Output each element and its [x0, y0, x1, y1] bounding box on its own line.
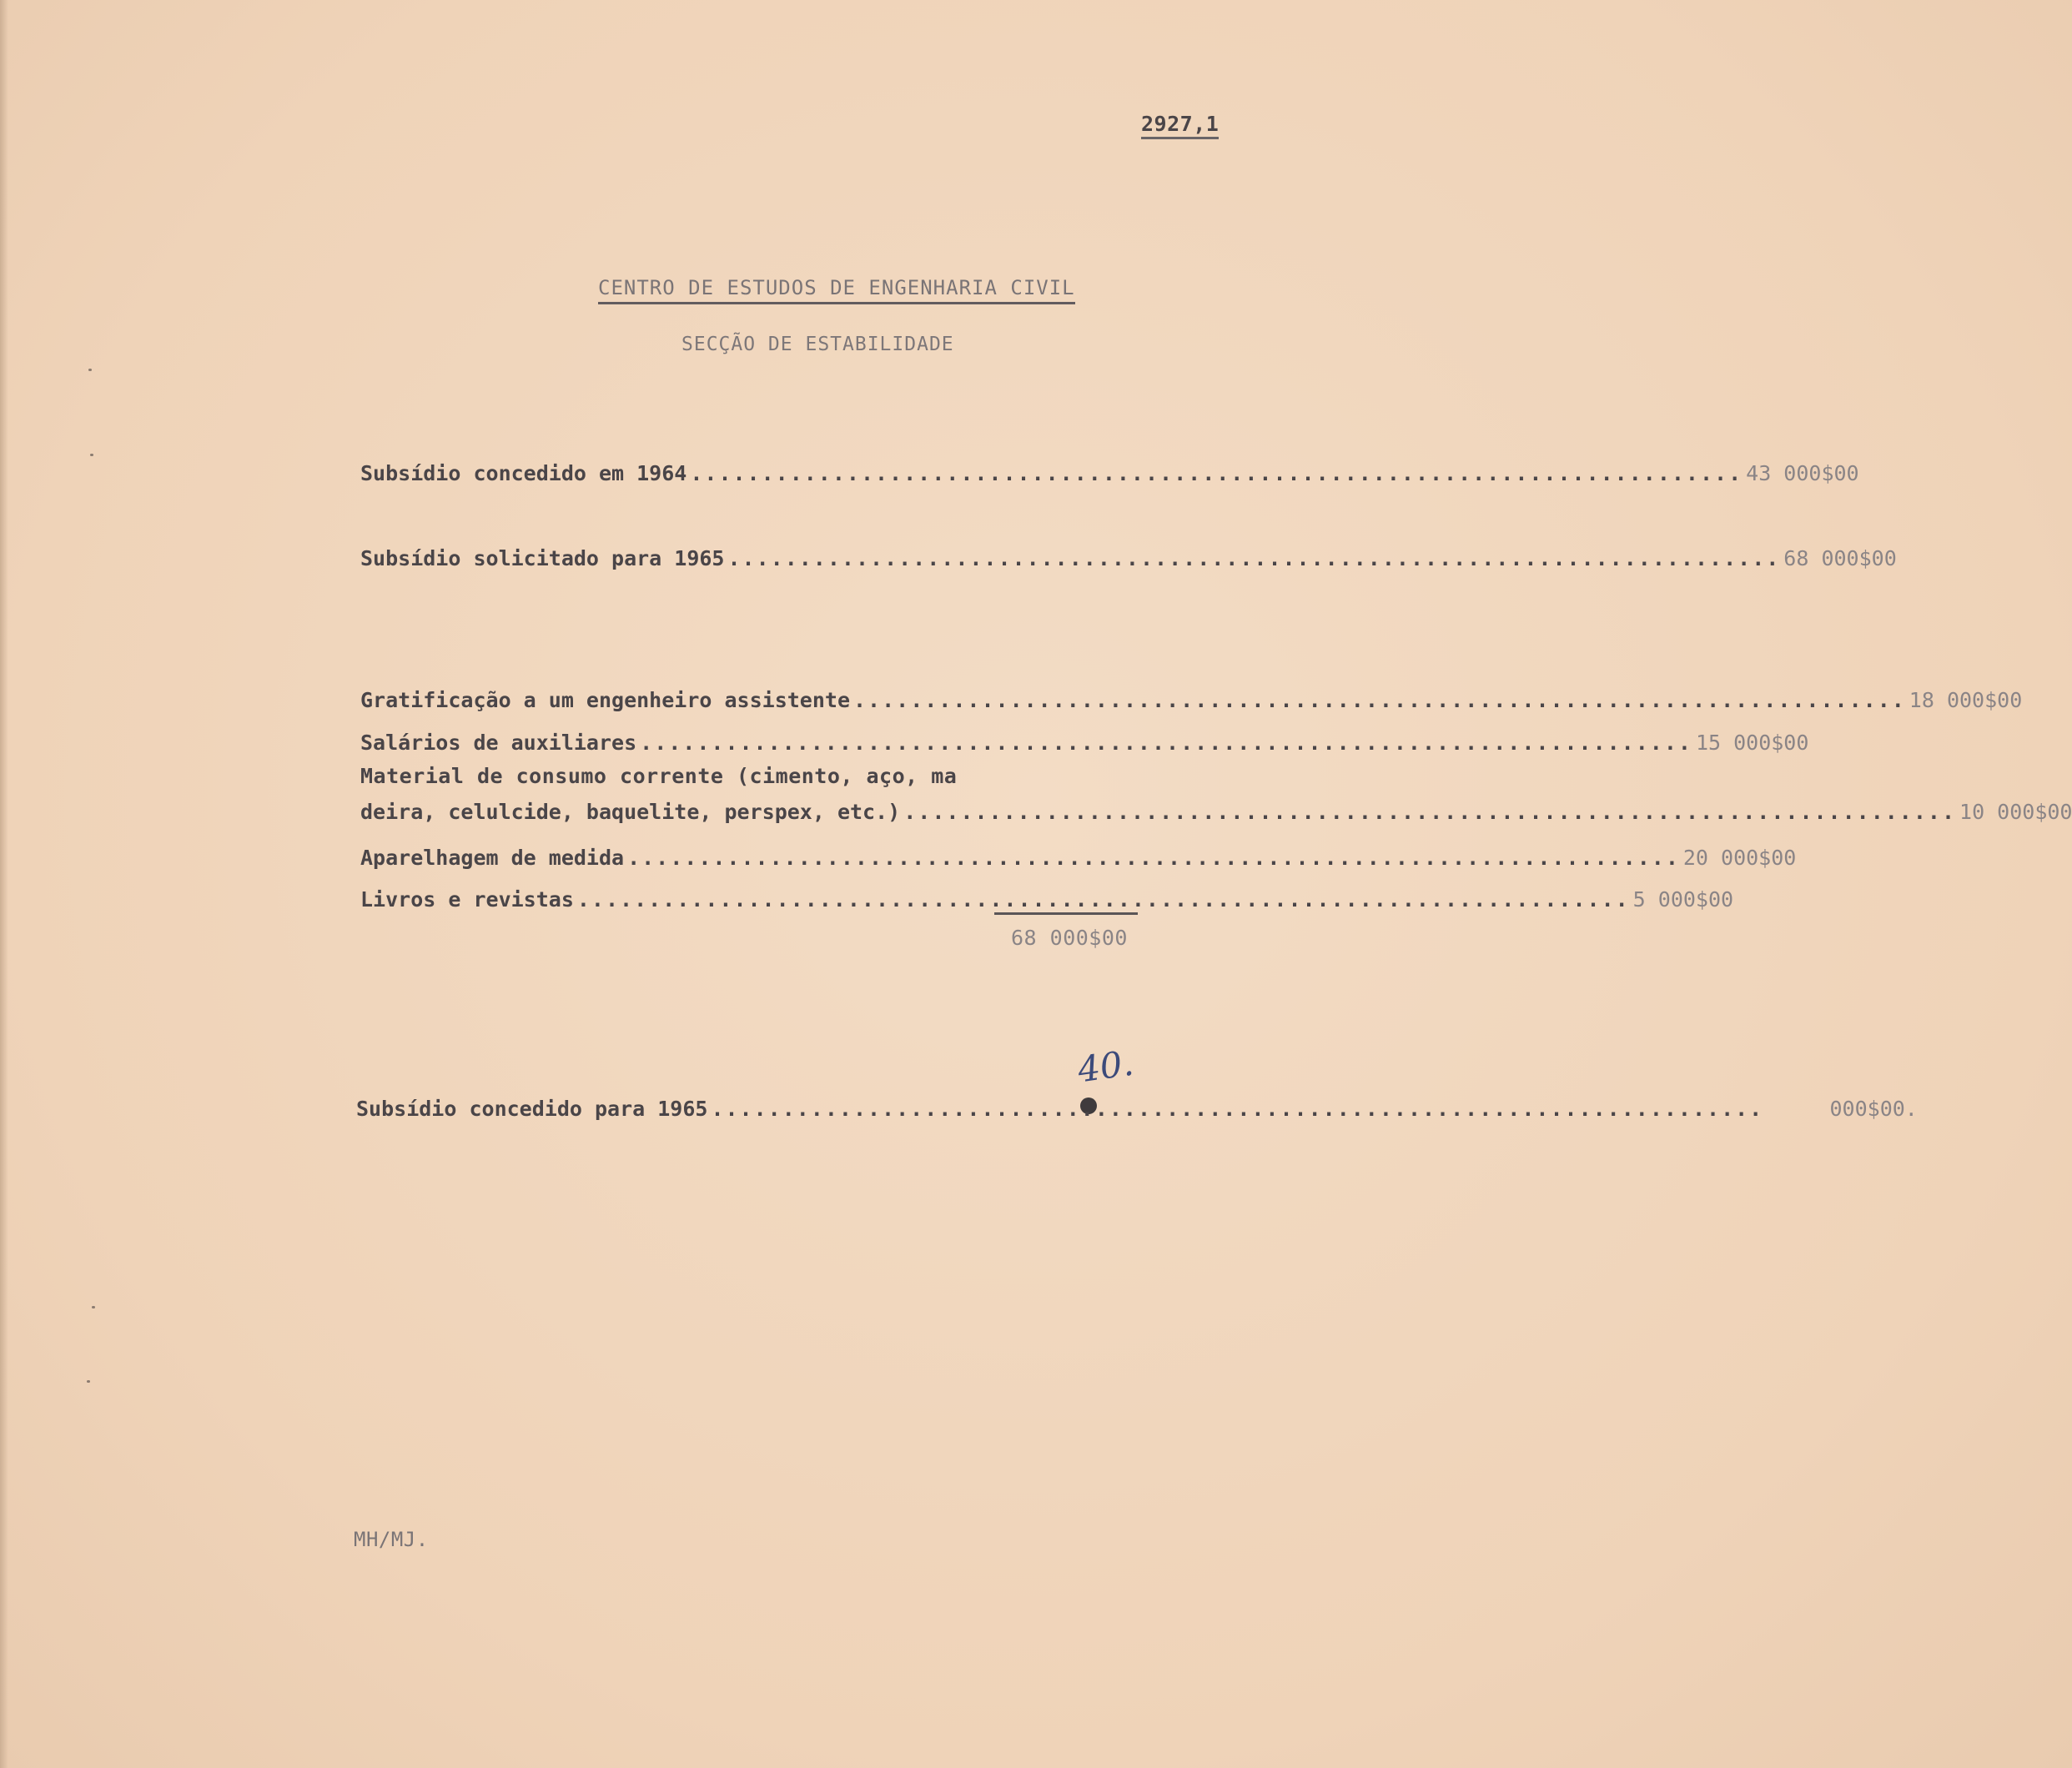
row-label-line2: deira, celulcide, baquelite, perspex, etc.) [360, 800, 901, 824]
row-amount: 10 000$00 [1959, 800, 2072, 824]
sum-underline [994, 912, 1138, 915]
row-amount: 20 000$00 [1682, 846, 1797, 870]
row-amount-suffix: 000$00. [1829, 1097, 1918, 1121]
leader-dots: .......................................................................... [727, 546, 1781, 570]
breakdown-row-label-line1: Material de consumo corrente (cimento, aço, ma [360, 764, 958, 788]
row-amount: 18 000$00 [1909, 688, 2023, 712]
breakdown-row [360, 887, 1734, 912]
document-reference-number: 2927,1 [1141, 113, 1219, 139]
row-label: Livros e revistas [360, 887, 574, 912]
breakdown-row [360, 846, 1797, 870]
typist-initials: MH/MJ. [354, 1528, 429, 1551]
section-subtitle: SECÇÃO DE ESTABILIDADE [681, 334, 954, 355]
row-amount: 15 000$00 [1695, 731, 1809, 755]
leader-dots: .......................................................................... [690, 461, 1743, 485]
paper-speck [92, 1306, 95, 1308]
leader-dots: .......................................................................... [576, 887, 1630, 912]
leader-dots: .......................................................................... [711, 1097, 1764, 1121]
paper-speck [90, 454, 93, 456]
row-amount: 43 000$00 [1746, 461, 1859, 485]
breakdown-row [360, 731, 1809, 755]
paper-speck [87, 1380, 90, 1383]
summary-row-requested-1965 [360, 546, 1897, 570]
page-edge-shadow [0, 0, 8, 1768]
leader-dots: .......................................................................... [853, 688, 1906, 712]
breakdown-row [360, 800, 2072, 824]
institution-title: CENTRO DE ESTUDOS DE ENGENHARIA CIVIL [598, 278, 1075, 304]
breakdown-row [360, 688, 2023, 712]
leader-dots: .......................................................................... [903, 800, 1957, 824]
granted-row-1965 [356, 1097, 1918, 1121]
row-amount: 5 000$00 [1632, 887, 1734, 912]
leader-dots: .......................................................................... [627, 846, 1680, 870]
row-label: Gratificação a um engenheiro assistente [360, 688, 850, 712]
row-label: Subsídio concedido para 1965 [356, 1097, 708, 1121]
row-label: Salários de auxiliares [360, 731, 637, 755]
paper-speck [88, 369, 92, 371]
breakdown-total: 68 000$00 [1011, 926, 1128, 950]
row-label: Aparelhagem de medida [360, 846, 625, 870]
row-label: Subsídio solicitado para 1965 [360, 546, 725, 570]
leader-dots: .......................................................................... [640, 731, 1692, 755]
summary-row-granted-1964 [360, 461, 1859, 485]
row-amount: 68 000$00 [1783, 546, 1897, 570]
handwritten-correction: 40. [1074, 1042, 1136, 1091]
row-label: Subsídio concedido em 1964 [360, 461, 687, 485]
row-amount [1767, 1097, 1918, 1121]
